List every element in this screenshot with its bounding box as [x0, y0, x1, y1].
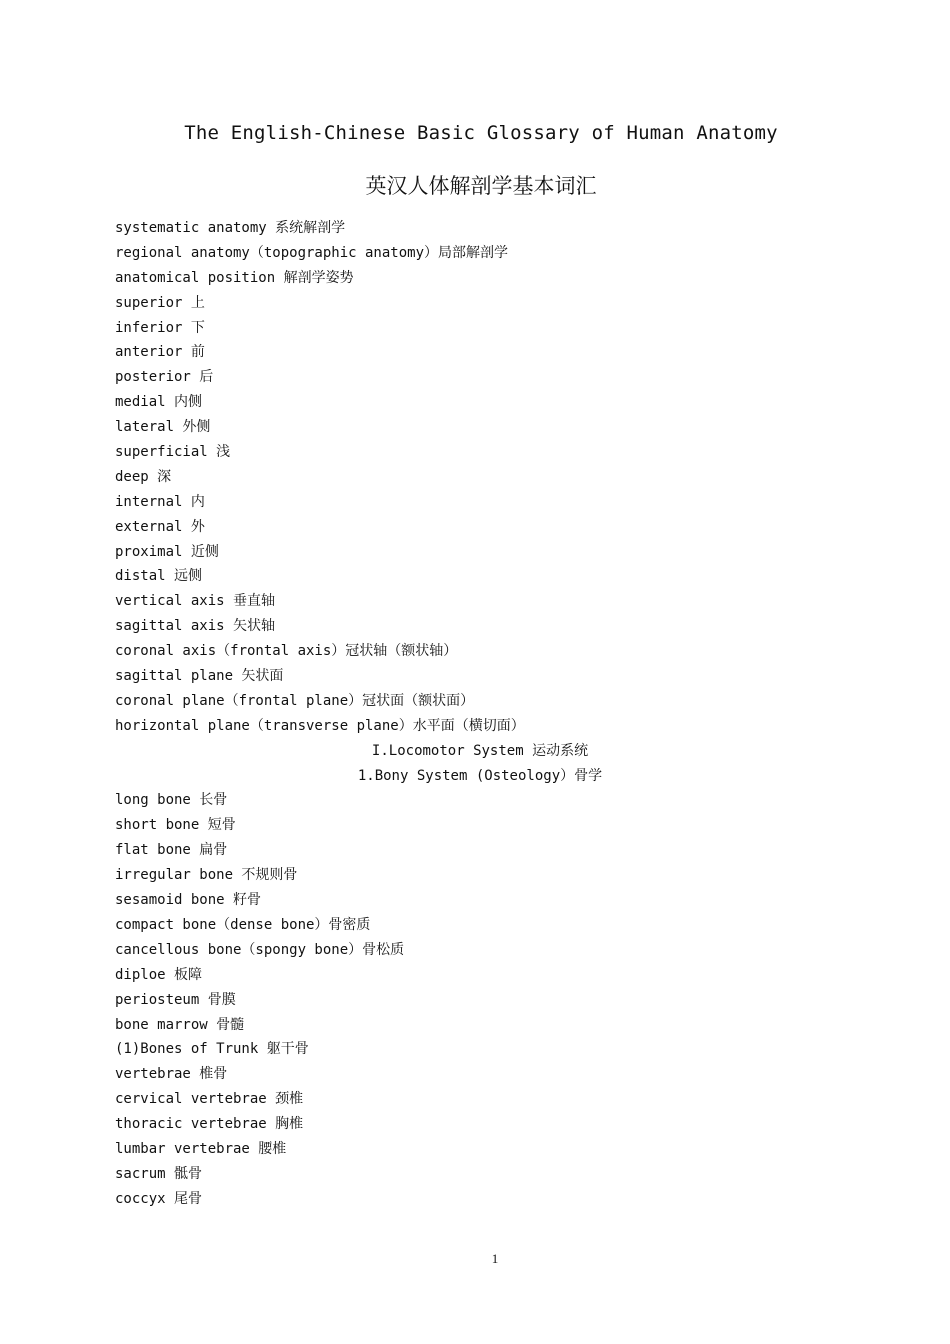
glossary-entry: medial 内侧 — [115, 394, 203, 411]
glossary-entry: sagittal axis 矢状轴 — [115, 618, 276, 635]
glossary-entry: short bone 短骨 — [115, 817, 236, 834]
glossary-entry: coronal axis（frontal axis）冠状轴（额状轴） — [115, 643, 458, 660]
glossary-entry: deep 深 — [115, 468, 172, 485]
glossary-entry: vertebrae 椎骨 — [115, 1066, 228, 1083]
glossary-entry: horizontal plane（transverse plane）水平面（横切面） — [115, 717, 525, 734]
glossary-entry: lumbar vertebrae 腰椎 — [115, 1140, 287, 1157]
glossary-entry: distal 远侧 — [115, 568, 203, 585]
glossary-entry: periosteum 骨膜 — [115, 991, 236, 1008]
glossary-entry: bone marrow 骨髓 — [115, 1016, 245, 1033]
glossary-entry: flat bone 扁骨 — [115, 842, 228, 859]
glossary-entry: posterior 后 — [115, 369, 214, 386]
glossary-entry: (1)Bones of Trunk 躯干骨 — [115, 1041, 309, 1058]
glossary-list — [115, 216, 835, 1212]
glossary-entry: cancellous bone（spongy bone）骨松质 — [115, 941, 405, 958]
glossary-entry: internal 内 — [115, 493, 205, 510]
glossary-entry: coccyx 尾骨 — [115, 1190, 203, 1207]
glossary-entry: sacrum 骶骨 — [115, 1165, 203, 1182]
glossary-entry: regional anatomy（topographic anatomy）局部解剖学 — [115, 244, 509, 261]
glossary-entry: sesamoid bone 籽骨 — [115, 892, 262, 909]
page-number: 1 — [491, 1251, 499, 1266]
glossary-entry: diploe 板障 — [115, 966, 203, 983]
glossary-entry: systematic anatomy 系统解剖学 — [115, 220, 346, 236]
glossary-entry: anatomical position 解剖学姿势 — [115, 269, 354, 286]
glossary-entry: coronal plane（frontal plane）冠状面（额状面） — [115, 692, 475, 709]
glossary-entry: superficial 浅 — [115, 444, 231, 461]
section-heading: 1.Bony System (Osteology）骨学 — [357, 767, 603, 784]
section-heading: I.Locomotor System 运动系统 — [371, 742, 589, 759]
glossary-entry: vertical axis 垂直轴 — [115, 593, 276, 610]
glossary-entry: sagittal plane 矢状面 — [115, 668, 284, 685]
glossary-entry: long bone 长骨 — [115, 792, 228, 809]
glossary-entry: lateral 外侧 — [115, 419, 211, 436]
glossary-entry: cervical vertebrae 颈椎 — [115, 1091, 304, 1108]
glossary-entry: irregular bone 不规则骨 — [115, 867, 298, 884]
glossary-entry: external 外 — [115, 518, 205, 535]
glossary-entry: proximal 近侧 — [115, 543, 219, 560]
glossary-entry: anterior 前 — [115, 344, 205, 361]
glossary-entry: superior 上 — [115, 294, 205, 311]
document-title-english: The English-Chinese Basic Glossary of Human Anatomy — [184, 122, 778, 144]
glossary-entry: inferior 下 — [115, 319, 205, 336]
document-title-chinese: 英汉人体解剖学基本词汇 — [365, 174, 597, 198]
glossary-entry: thoracic vertebrae 胸椎 — [115, 1116, 304, 1133]
glossary-entry: compact bone（dense bone）骨密质 — [115, 916, 371, 933]
